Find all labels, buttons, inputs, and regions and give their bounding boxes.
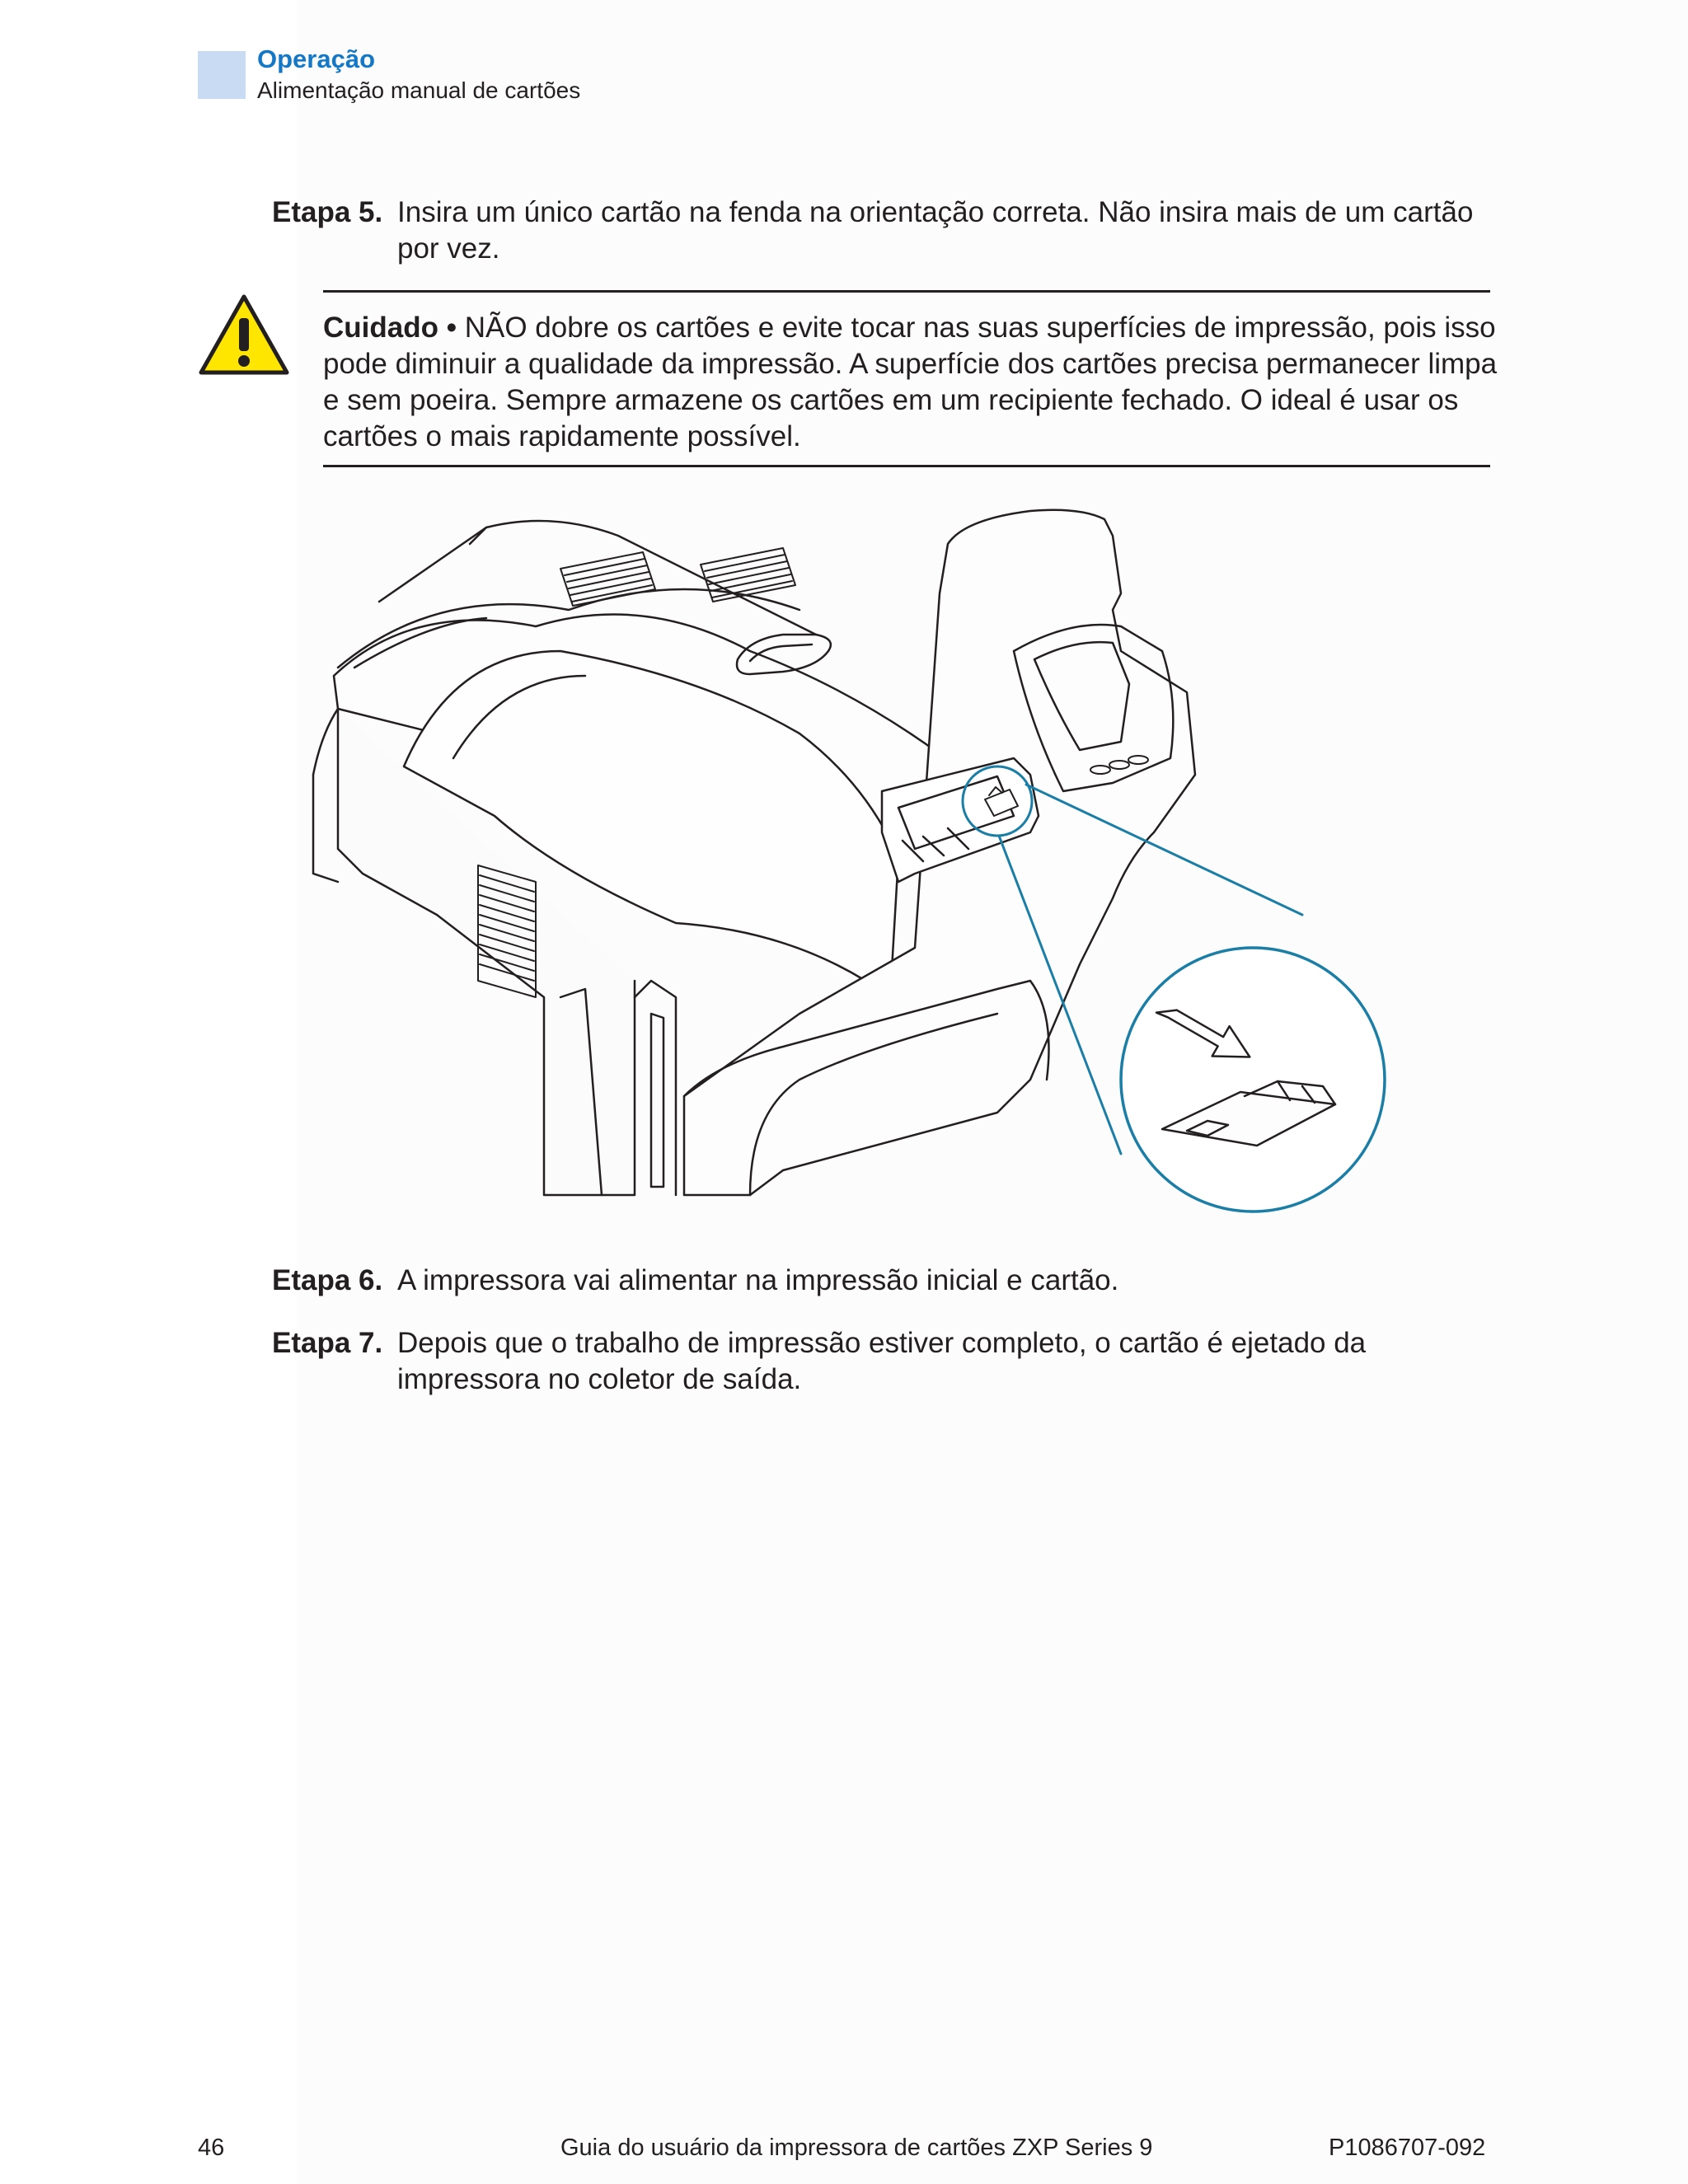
subsection-title: Alimentação manual de cartões xyxy=(257,77,581,103)
guide-title: Guia do usuário da impressora de cartões ZXP Series 9 xyxy=(560,2135,1153,2161)
caution-text: NÃO dobre os cartões e evite tocar nas suas superfícies de impressão, pois isso pode diminuir a qualidade da impressão. A superfície dos cartões precisa permanecer limpa e sem poeira. Sempre armazene os cartões em um recipiente fechado. O ideal é usar os cartões o mais rapidamente possível. xyxy=(323,312,1498,452)
step-text: Insira um único cartão na fenda na orientação correta. Não insira mais de um cartão por vez. xyxy=(397,196,1474,265)
caution-top-rule xyxy=(323,290,1490,293)
step-text: Depois que o trabalho de impressão estiver completo, o cartão é ejetado da impressora no coletor de saída. xyxy=(397,1327,1367,1395)
step-label: Etapa 6. xyxy=(272,1264,383,1296)
step-label: Etapa 7. xyxy=(272,1327,383,1359)
document-code: P1086707-092 xyxy=(1329,2135,1486,2161)
printer-card-insertion-illustration xyxy=(288,486,1409,1244)
step-label: Etapa 5. xyxy=(272,196,383,228)
section-title: Operação xyxy=(257,45,376,73)
caution-bottom-rule xyxy=(323,465,1490,467)
caution-note xyxy=(323,310,1510,455)
page-number: 46 xyxy=(198,2135,225,2161)
header-marker xyxy=(198,51,246,99)
warning-icon xyxy=(198,293,290,376)
caution-label: Cuidado • xyxy=(323,312,457,344)
step-text: A impressora vai alimentar na impressão inicial e cartão. xyxy=(397,1264,1119,1296)
